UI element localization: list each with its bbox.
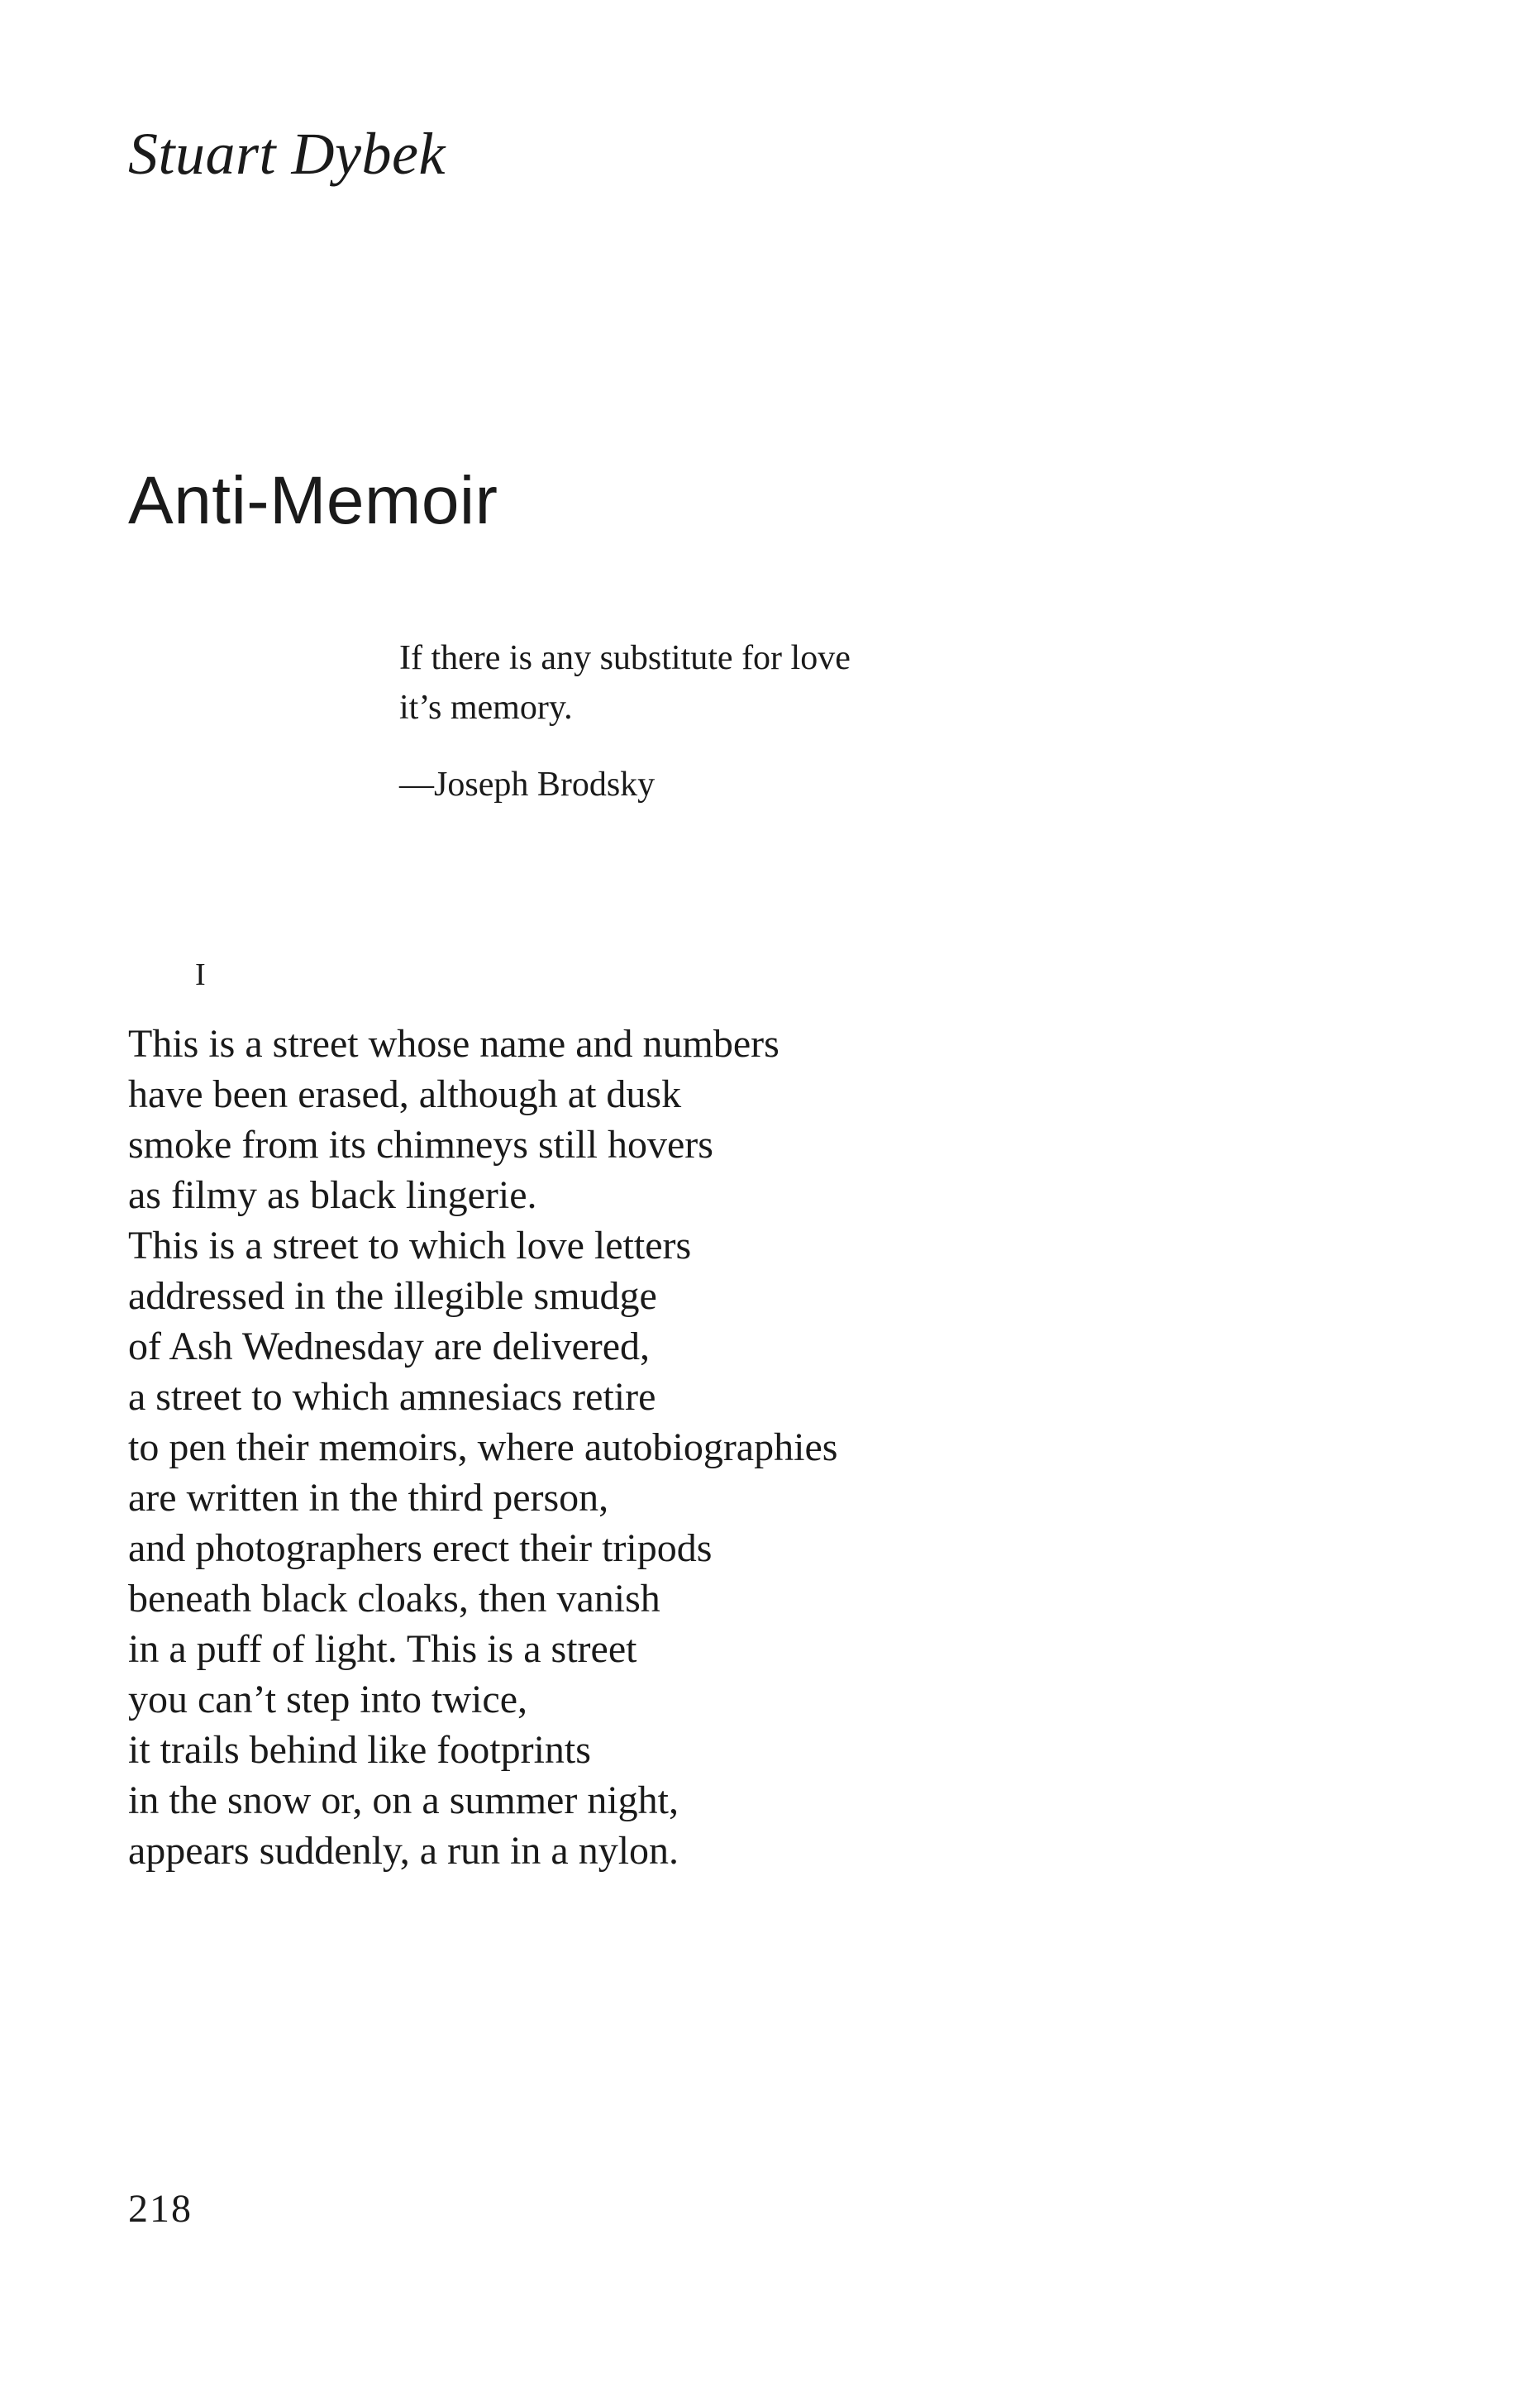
verse-line: it trails behind like footprints [128,1728,591,1772]
verse-line: addressed in the illegible smudge [128,1274,657,1318]
verse-line: have been erased, although at dusk [128,1072,682,1116]
verse-line: in a puff of light. This is a street [128,1627,637,1671]
verse-line: appears suddenly, a run in a nylon. [128,1829,679,1873]
verse-line: are written in the third person, [128,1476,609,1520]
author-name: Stuart Dybek [128,121,446,187]
poem-title: Anti-Memoir [128,463,498,538]
section-number: I [195,957,206,992]
verse-line: a street to which amnesiacs retire [128,1375,656,1419]
verse-line: This is a street to which love letters [128,1224,692,1267]
epigraph-line: If there is any substitute for love [399,639,851,677]
verse-line: and photographers erect their tripods [128,1526,713,1570]
poem-stanza [128,1019,837,1876]
epigraph-attribution: —Joseph Brodsky [399,766,656,804]
verse-line: beneath black cloaks, then vanish [128,1577,660,1621]
verse-line: you can’t step into twice, [128,1678,527,1721]
verse-line: in the snow or, on a summer night, [128,1778,679,1822]
page-number: 218 [128,2187,193,2231]
epigraph [399,633,851,809]
verse-line: to pen their memoirs, where autobiographies [128,1425,838,1469]
verse-line: smoke from its chimneys still hovers [128,1123,713,1167]
epigraph-line: it’s memory. [399,689,573,727]
verse-line: of Ash Wednesday are delivered, [128,1325,651,1368]
verse-line: as filmy as black lingerie. [128,1173,537,1217]
verse-line: This is a street whose name and numbers [128,1022,780,1066]
